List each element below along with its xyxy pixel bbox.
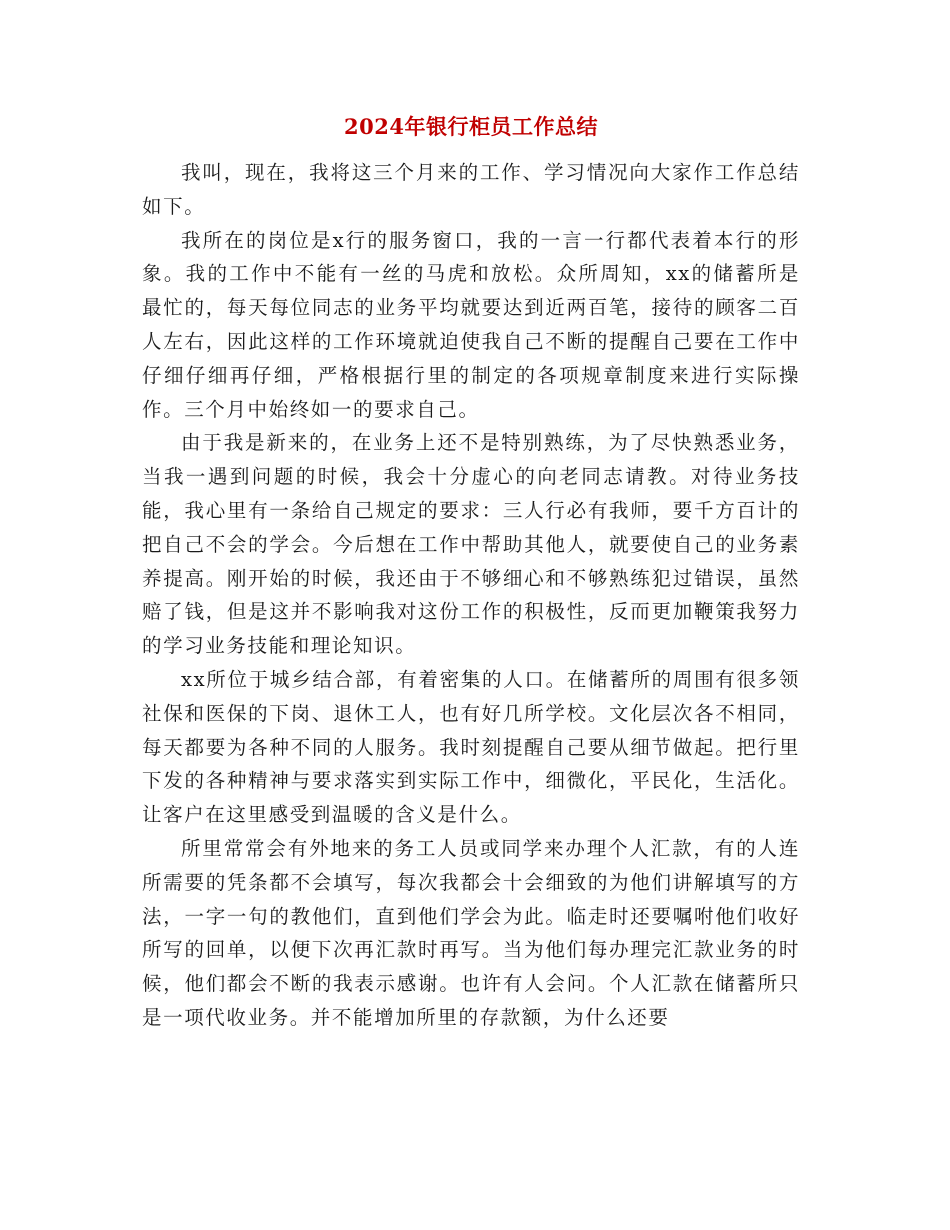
paragraph-3: 由于我是新来的，在业务上还不是特别熟练，为了尽快熟悉业务，当我一遇到问题的时候，我会十分虚心的向老同志请教。对待业务技能，我心里有一条给自己规定的要求：三人行必有我师，要千方百计的把自己不会的学会。今后想在工作中帮助其他人，就要使自己的业务素养提高。刚开始的时候，我还由于不够细心和不够熟练犯过错误，虽然赔了钱，但是这并不影响我对这份工作的积极性，反而更加鞭策我努力的学习业务技能和理论知识。 (142, 431, 800, 658)
paragraph-2: 我所在的岗位是x行的服务窗口，我的一言一行都代表着本行的形象。我的工作中不能有一丝的马虎和放松。众所周知，xx的储蓄所是最忙的，每天每位同志的业务平均就要达到近两百笔，接待的顾客二百人左右，因此这样的工作环境就迫使我自己不断的提醒自己要在工作中仔细仔细再仔细，严格根据行里的制定的各项规章制度来进行实际操作。三个月中始终如一的要求自己。 (142, 228, 800, 421)
document-title: 2024年银行柜员工作总结 (344, 114, 598, 139)
paragraph-4: xx所位于城乡结合部，有着密集的人口。在储蓄所的周围有很多领社保和医保的下岗、退休工人，也有好几所学校。文化层次各不相同，每天都要为各种不同的人服务。我时刻提醒自己要从细节做起。把行里下发的各种精神与要求落实到实际工作中，细微化，平民化，生活化。让客户在这里感受到温暖的含义是什么。 (142, 667, 800, 827)
paragraph-5: 所里常常会有外地来的务工人员或同学来办理个人汇款，有的人连所需要的凭条都不会填写，每次我都会十会细致的为他们讲解填写的方法，一字一句的教他们，直到他们学会为此。临走时还要嘱咐他们收好所写的回单，以便下次再汇款时再写。当为他们每办理完汇款业务的时候，他们都会不断的我表示感谢。也许有人会问。个人汇款在储蓄所只是一项代收业务。并不能增加所里的存款额，为什么还要 (142, 836, 800, 1029)
paragraph-1: 我叫，现在，我将这三个月来的工作、学习情况向大家作工作总结如下。 (142, 161, 800, 218)
